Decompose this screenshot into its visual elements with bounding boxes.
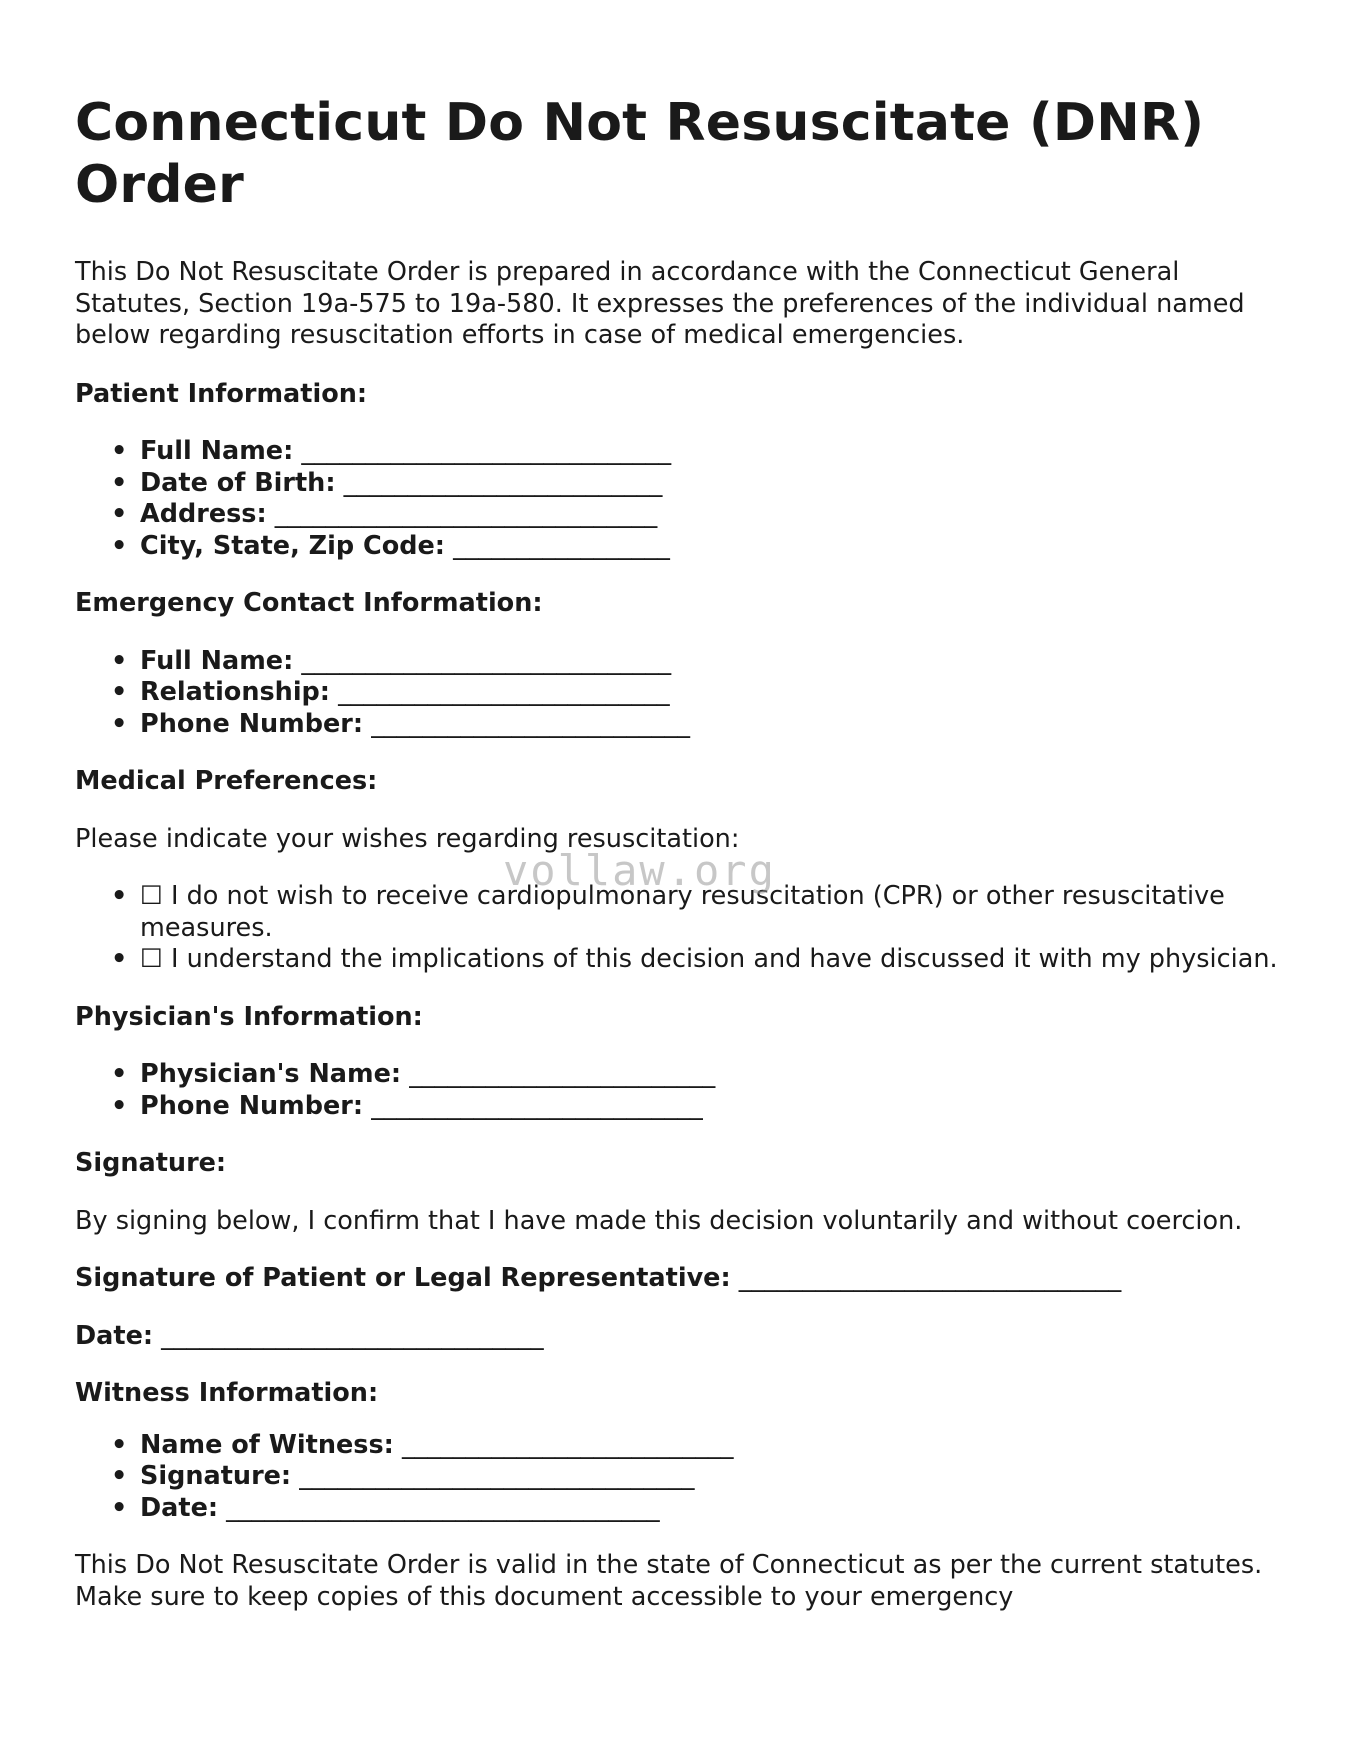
field-label: Phone Number: [140,708,364,739]
emergency-fields [75,646,1285,741]
medical-prompt: Please indicate your wishes regarding resuscitation: [75,823,740,854]
patient-fields [75,436,1285,562]
witness-signature-field [140,1461,1285,1493]
blank-line: _____________________________ [301,436,672,466]
blank-line: _________________________ [343,467,663,498]
option-text: I do not wish to receive cardiopulmonary resuscitation (CPR) or other resuscitative measures. [140,881,1225,943]
document-title: Connecticut Do Not Resuscitate (DNR) Order [75,93,1205,215]
medical-options [75,881,1285,976]
witness-name-field [140,1430,1285,1462]
watermark: vollaw.org [503,846,776,895]
field-label: City, State, Zip Code: [140,530,446,561]
blank-line: ______________________________ [274,499,658,529]
emergency-relationship-field [140,677,1285,709]
patient-heading: Patient Information: [75,378,368,409]
signature-heading: Signature: [75,1148,227,1178]
blank-line: ______________________________ [161,1320,544,1351]
field-label: Phone Number: [140,1090,364,1121]
intro-paragraph: This Do Not Resuscitate Order is prepared in accordance with the Connecticut General Statutes, Section 19a-575 to 19a-580. It expresses the preferences of the individual named below regarding resuscitation efforts in case of medical emergencies. [75,257,1245,350]
witness-date-field [140,1493,1285,1525]
emergency-full-name-field [140,646,1285,678]
patient-full-name-field [140,436,1285,468]
physician-phone-field [140,1091,1285,1123]
medical-heading: Medical Preferences: [75,766,378,796]
blank-line: __________________________ [338,677,670,707]
witness-fields [75,1430,1285,1525]
field-label: Date: [75,1320,154,1351]
checkbox-icon[interactable]: ☐ [140,881,163,911]
blank-line: __________________________ [371,1090,703,1121]
patient-dob-field [140,468,1285,500]
field-label: Relationship: [140,677,331,707]
field-label: Name of Witness: [140,1429,394,1460]
emergency-phone-field [140,709,1285,741]
closing-paragraph: This Do Not Resuscitate Order is valid in the state of Connecticut as per the current statutes. Make sure to keep copies of this document accessible to your emergency [75,1550,1263,1612]
field-label: Signature: [140,1461,292,1491]
field-label: Physician's Name: [140,1059,402,1089]
blank-line: _______________________________ [299,1461,695,1491]
field-label: Signature of Patient or Legal Representative: [75,1263,731,1293]
blank-line: __________________________________ [226,1492,660,1523]
signature-date-line [75,1321,1285,1353]
patient-address-field [140,499,1285,531]
blank-line: ________________________ [409,1059,716,1089]
emergency-heading: Emergency Contact Information: [75,588,543,618]
field-label: Address: [140,499,267,529]
field-label: Full Name: [140,645,294,676]
option-understand-implications [140,944,1285,976]
field-label: Date of Birth: [140,467,336,498]
witness-heading: Witness Information: [75,1378,379,1408]
blank-line: _____________________________ [301,645,672,676]
physician-fields [75,1059,1285,1122]
field-label: Date: [140,1492,219,1523]
field-label: Full Name: [140,436,294,466]
blank-line: __________________________ [401,1429,734,1460]
blank-line: _________________________ [371,708,690,739]
option-text: I understand the implications of this decision and have discussed it with my physician. [170,944,1278,974]
physician-heading: Physician's Information: [75,1001,423,1032]
patient-signature-line [75,1263,1285,1295]
blank-line: ______________________________ [738,1263,1122,1293]
patient-city-state-zip-field [140,531,1285,563]
checkbox-icon[interactable]: ☐ [140,944,163,974]
physician-name-field [140,1059,1285,1091]
signature-statement: By signing below, I confirm that I have made this decision voluntarily and without coercion. [75,1205,1243,1236]
blank-line: _________________ [453,530,670,561]
